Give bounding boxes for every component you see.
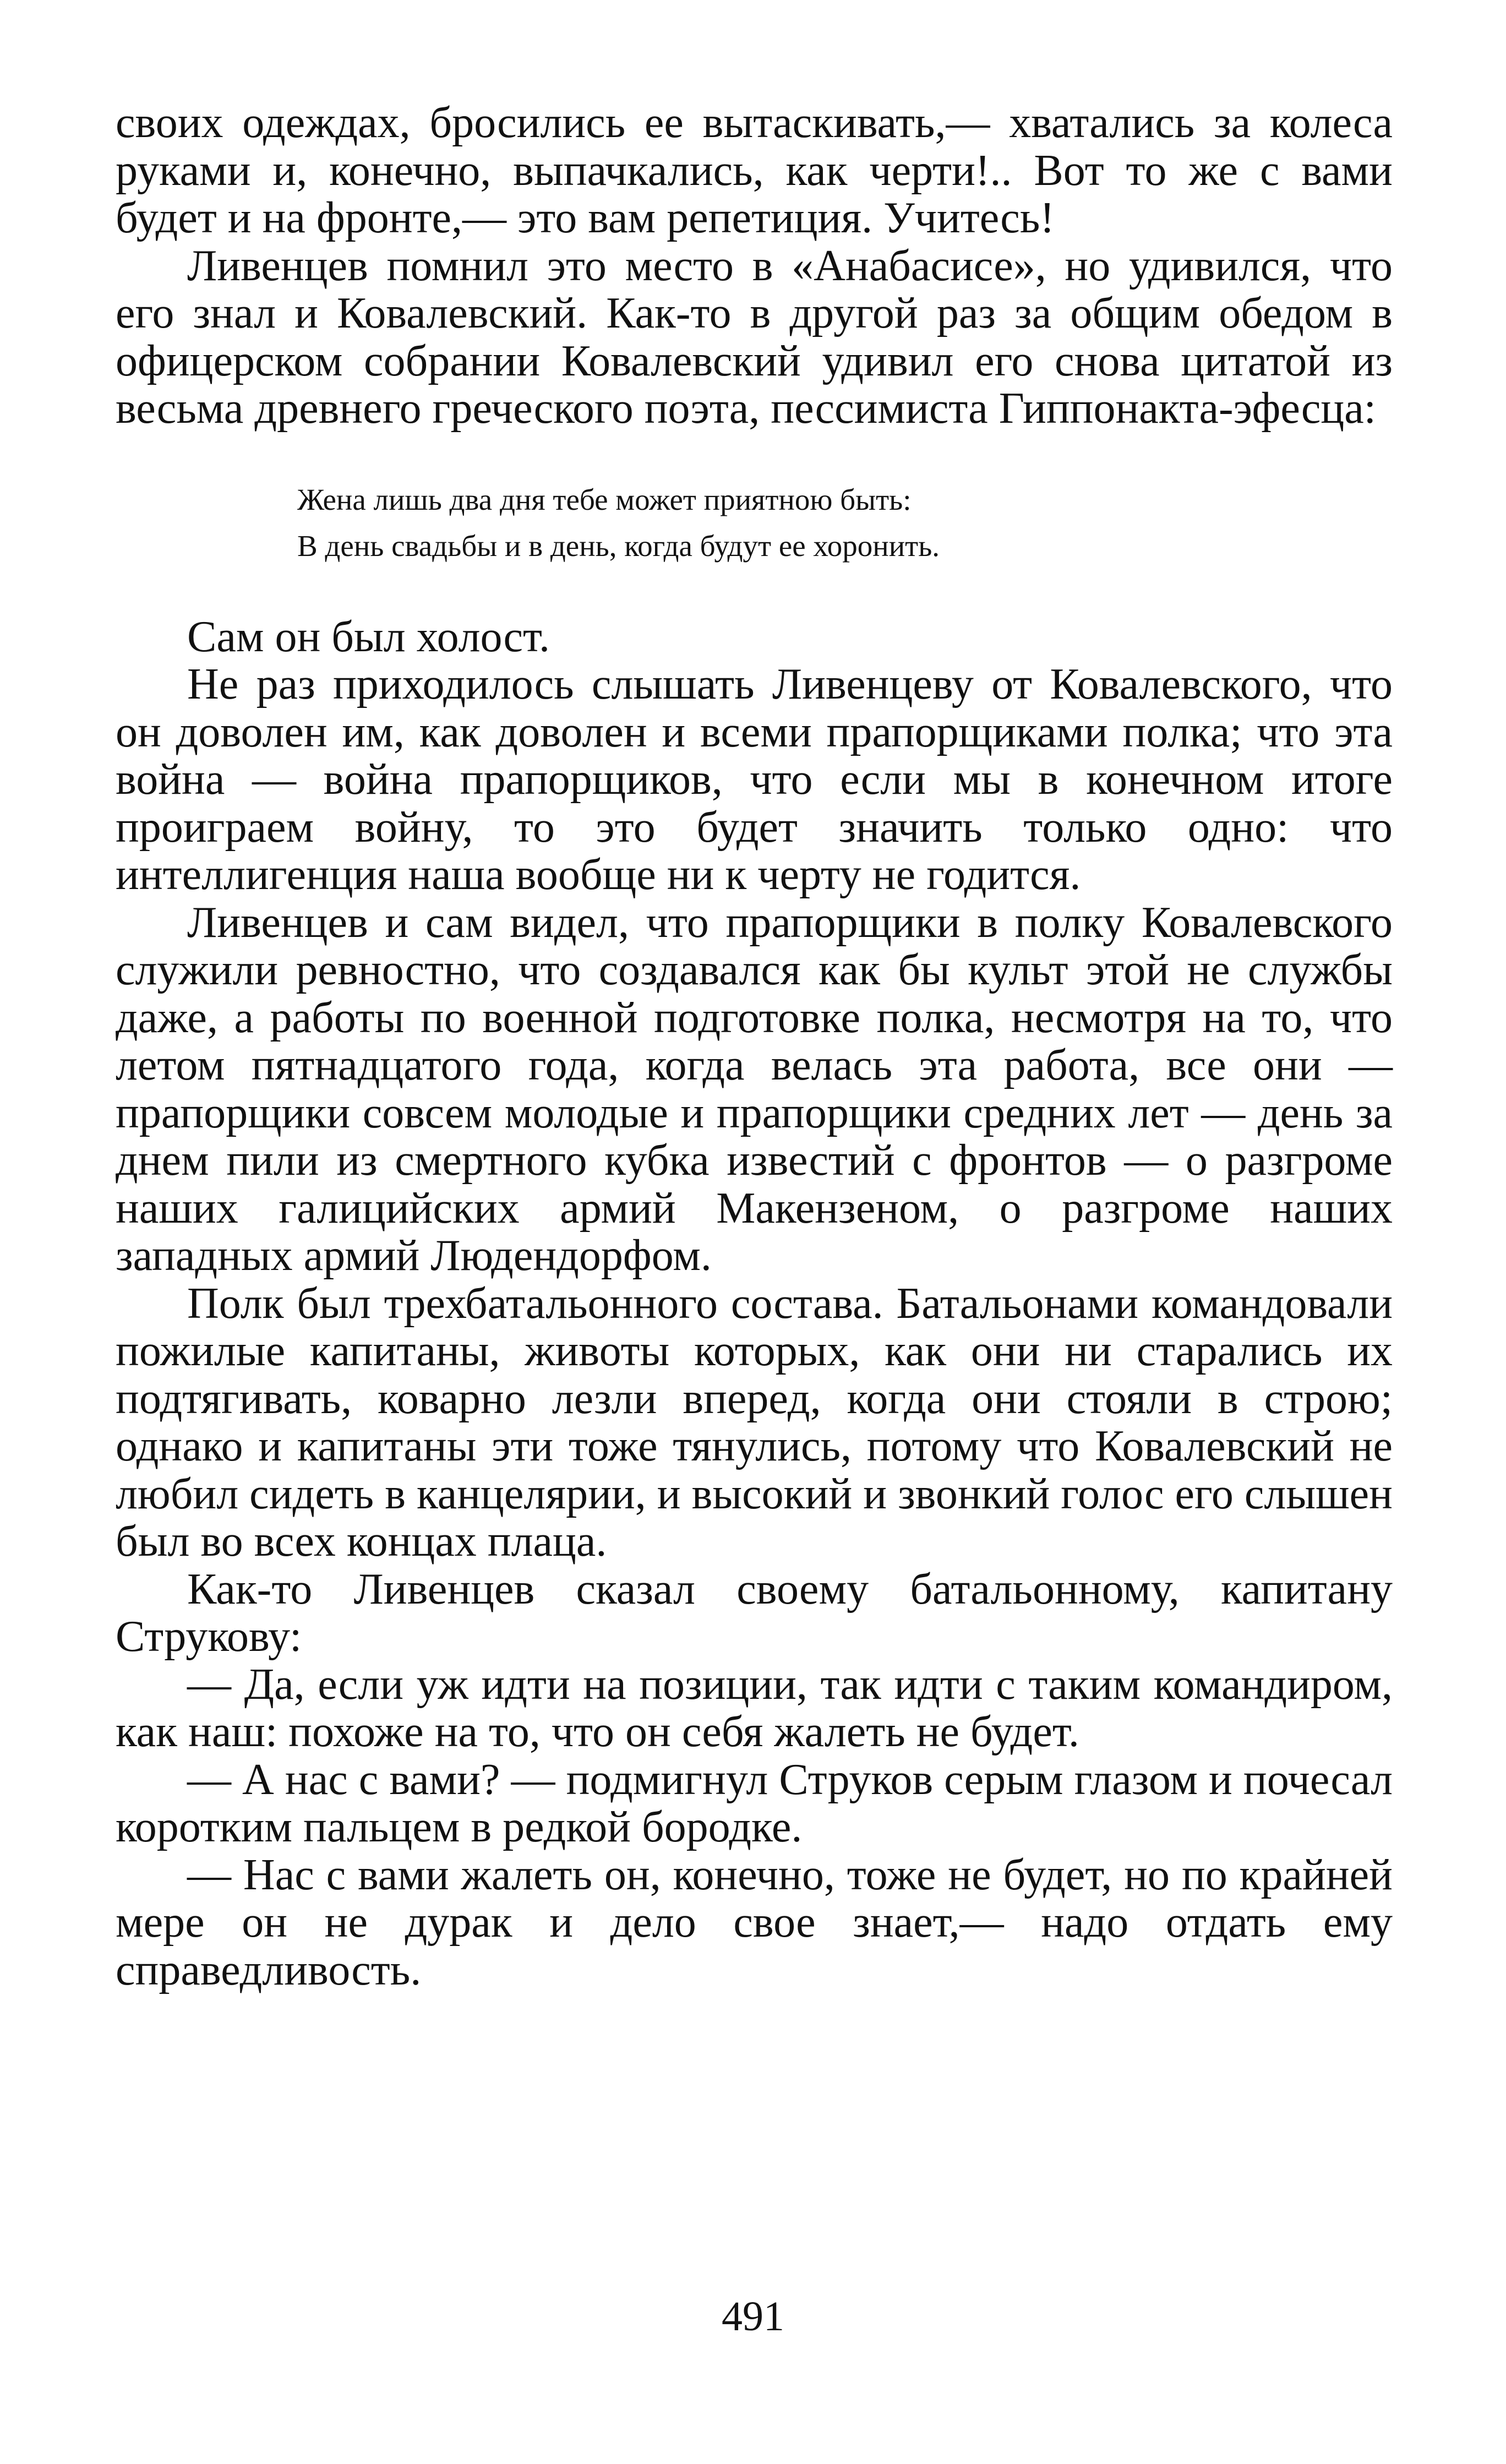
verse-quote	[297, 477, 1393, 569]
book-page	[116, 99, 1393, 1994]
paragraph-4: Не раз приходилось слышать Ливенцеву от Ковалевского, что он доволен им, как доволен и всеми прапорщиками полка; что эта война — война прапорщиков, что если мы в конечном итоге проиграем войну, то это будет значить только одно: что интеллигенция наша вообще ни к черту не годится.	[116, 660, 1393, 899]
paragraph-5: Ливенцев и сам видел, что прапорщики в полку Ковалевского служили ревностно, что создавался как бы культ этой не службы даже, а работы по военной подготовке полка, несмотря на то, что летом пятнадцатого года, когда велась эта работа, все они — прапорщики совсем молодые и прапорщики средних лет — день за днем пили из смертного кубка известий с фронтов — о разгроме наших галицийских армий Макензеном, о разгроме наших западных армий Людендорфом.	[116, 898, 1393, 1280]
paragraph-3: Сам он был холост.	[187, 612, 550, 661]
paragraph-1: своих одеждах, бросились ее вытаскивать,— хватались за колеса руками и, конечно, выпачкались, как черти!.. Вот то же с вами будет и на фронте,— это вам репетиция. Учитесь!	[116, 99, 1393, 242]
verse-line-1: Жена лишь два дня тебе может приятною быть:	[297, 482, 912, 516]
page-number: 491	[722, 2293, 784, 2340]
paragraph-9: — А нас с вами? — подмигнул Струков серым глазом и почесал коротким пальцем в редкой бородке.	[116, 1755, 1393, 1851]
verse-line-2: В день свадьбы и в день, когда будут ее хоронить.	[297, 528, 940, 563]
paragraph-7: Как-то Ливенцев сказал своему батальонному, капитану Струкову:	[116, 1564, 1393, 1661]
paragraph-6: Полк был трехбатальонного состава. Батальонами командовали пожилые капитаны, животы которых, как они ни старались их подтягивать, коварно лезли вперед, когда они стояли в строю; однако и капитаны эти тоже тянулись, потому что Ковалевский не любил сидеть в канцелярии, и высокий и звонкий голос его слышен был во всех концах плаца.	[116, 1279, 1393, 1566]
paragraph-2: Ливенцев помнил это место в «Анабасисе», но удивился, что его знал и Ковалевский. Как-то в другой раз за общим обедом в офицерском собрании Ковалевский удивил его снова цитатой из весьма древнего греческого поэта, пессимиста Гиппонакта-эфесца:	[116, 241, 1393, 433]
paragraph-10: — Нас с вами жалеть он, конечно, тоже не будет, но по крайней мере он не дурак и дело свое знает,— надо отдать ему справедливость.	[116, 1850, 1393, 1994]
paragraph-8: — Да, если уж идти на позиции, так идти с таким командиром, как наш: похоже на то, что он себя жалеть не будет.	[116, 1660, 1393, 1756]
